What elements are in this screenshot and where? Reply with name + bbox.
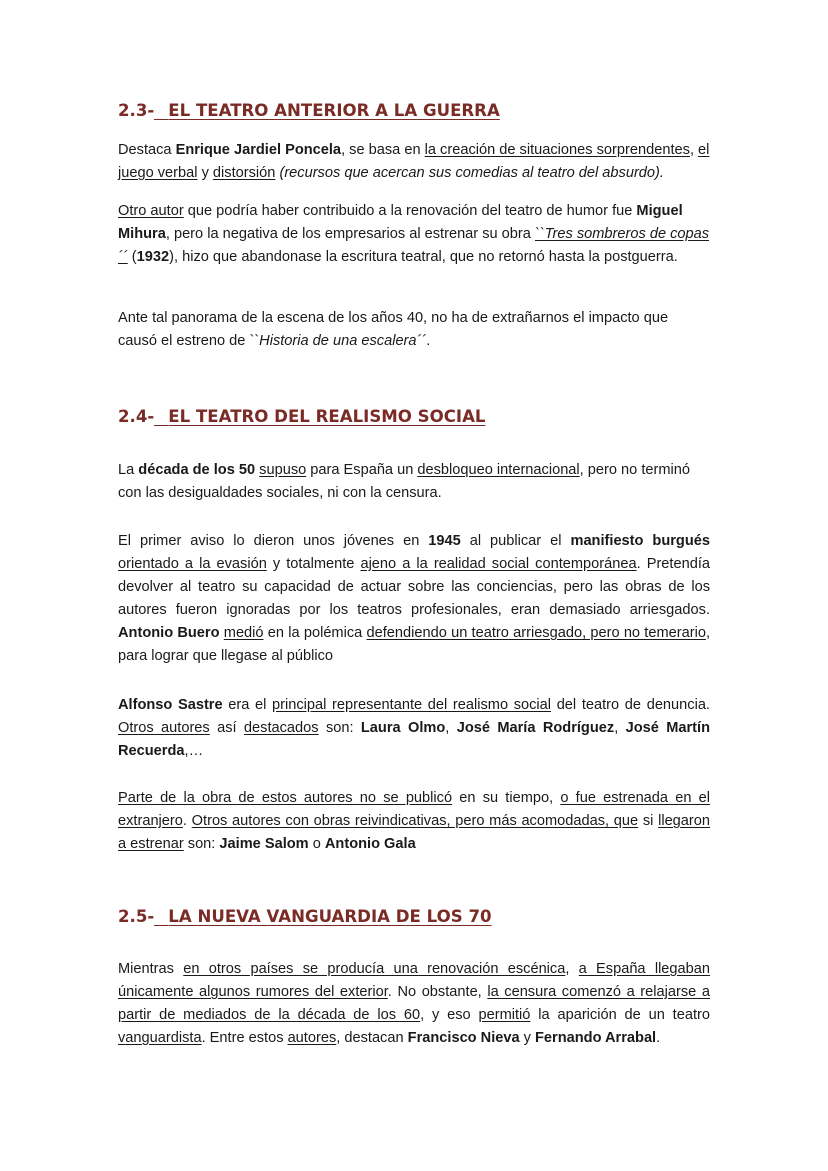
section-number: 2.5- <box>118 907 155 926</box>
section-number: 2.4- <box>118 407 155 426</box>
paragraph-jardiel: Destaca Enrique Jardiel Poncela, se basa en la creación de situaciones sorprendentes, el juego verbal y distorsión (recursos que acercan sus comedias al teatro del absurdo). <box>118 142 710 181</box>
section-title: LA NUEVA VANGUARDIA DE LOS 70 <box>168 907 492 926</box>
paragraph-nueva-vanguardia: Mientras en otros países se producía una renovación escénica, a España llegaban únicamente algunos rumores del exterior. No obstante, la censura comenzó a relajarse a partir de mediados de la década de los 60, y eso permitió la aparición de un teatro vanguardista. Entre estos autores, destacan Francisco Nieva y Fernando Arrabal. <box>118 961 711 1046</box>
paragraph-mihura: Otro autor que podría haber contribuido a la renovación del teatro de humor fue Miguel Mihura, pero la negativa de los empresarios al estrenar su obra ``Tres sombreros de copas´´ (1932), hizo que abandonase la escritura teatral, que no retornó hasta la postguerra. <box>118 203 710 265</box>
section-title: EL TEATRO DEL REALISMO SOCIAL <box>168 407 486 426</box>
paragraph-sastre: Alfonso Sastre era el principal representante del realismo social del teatro de denuncia. Otros autores así destacados son: Laura Olmo, José María Rodríguez, José Martín Recuerda,… <box>118 697 711 759</box>
section-number: 2.3- <box>118 101 155 120</box>
section-heading-2-5 <box>118 906 492 928</box>
paragraph-decada-50: La década de los 50 supuso para España un desbloqueo internacional, pero no terminó con las desigualdades sociales, ni con la censura. <box>118 462 690 501</box>
paragraph-obra-no-publicada: Parte de la obra de estos autores no se publicó en su tiempo, o fue estrenada en el extranjero. Otros autores con obras reivindicativas, pero más acomodadas, que si llegaron a estrenar son: Jaime Salom o Antonio Gala <box>118 790 711 852</box>
section-heading-2-3 <box>118 100 500 122</box>
paragraph-panorama: Ante tal panorama de la escena de los años 40, no ha de extrañarnos el impacto que causó el estreno de ``Historia de una escalera´´. <box>118 310 669 349</box>
section-title: EL TEATRO ANTERIOR A LA GUERRA <box>168 101 500 120</box>
section-heading-2-4 <box>118 406 486 428</box>
paragraph-primer-aviso: El primer aviso lo dieron unos jóvenes en 1945 al publicar el manifiesto burgués orientado a la evasión y totalmente ajeno a la realidad social contemporánea. Pretendía devolver al teatro su capacidad de actuar sobre las conciencias, pero las obras de los autores fueron ignoradas por los teatros profesionales, eran demasiado arriesgados. Antonio Buero medió en la polémica defendiendo un teatro arriesgado, pero no temerario, para lograr que llegase al público <box>118 533 710 664</box>
